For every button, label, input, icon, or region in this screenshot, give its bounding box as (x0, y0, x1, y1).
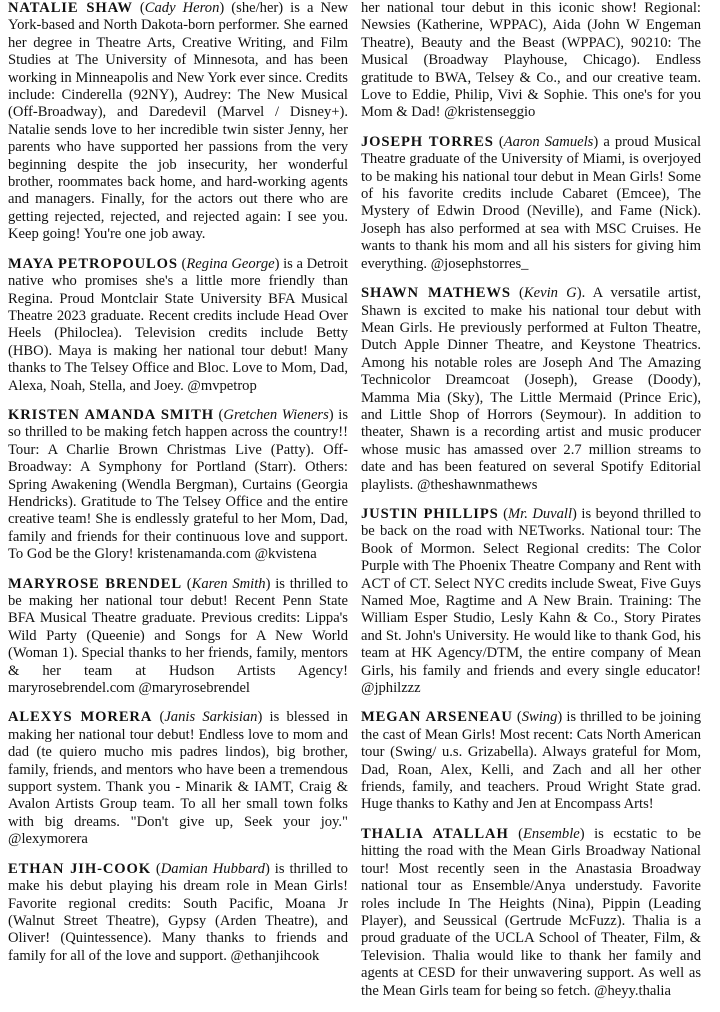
bio-justin-phillips: JUSTIN PHILLIPS (Mr. Duvall) is beyond thrilled to be back on the road with NETworks. National tour: The Book of Mormon. Select Regional credits: The Color Purple with The Phoenix Theatre Company and Rent with ACT of CT. Select NYC credits include Sweat, Five Guys Named Moe, Ragtime and A New Brain. Training: The William Esper Studio, Lesly Kahn & Co., Story Pirates and St. John's University. He would like to thank God, his team at HK Agency/DTM, the entire company of Mean Girls, his family and friends and every single educator! @jphilzzz (361, 505, 701, 697)
bio-role: Ensemble (523, 825, 580, 842)
bio-name: SHAWN MATHEWS (361, 285, 511, 302)
bio-megan-arseneau: MEGAN ARSENEAU (Swing) is thrilled to be joining the cast of Mean Girls! Most recent: Cats North American tour (Swing/ u.s. Grizabella). Always grateful for Mom, Dad, Roan, Alex, Kelli, and Zach and all her other friends, family, and teachers. Proud Wright State grad. Huge thanks to Kathy and Jen at Encompass Arts! (361, 709, 701, 813)
bio-name: THALIA ATALLAH (361, 825, 509, 842)
bio-role: Aaron Samuels (503, 133, 594, 150)
bio-text: is thrilled to be joining the cast of Mean Girls! Most recent: Cats North American tour (Swing/ u.s. Grizabella). Always grateful for Mom, Dad, Roan, Alex, Kelli, and Zach and all her other friends, family, and teachers. Proud Wright State grad. Huge thanks to Kathy and Jen at Encompass Arts! (361, 709, 701, 813)
bio-text: is so thrilled to be making fetch happen across the country!! Tour: A Charlie Brown Christmas Live (Patty). Off-Broadway: A Symphony for Portland (Starr). Others: Spring Awakening (Wendla Bergman), Curtains (Georgia Hendricks). Gratitude to The Telsey Office and the entire creative team! She is endlessly grateful to her Mom, Dad, family and friends for their continuous love and support. To God be the Glory! kristenamanda.com @kvistena (8, 406, 348, 563)
bio-name: ETHAN JIH-COOK (8, 860, 151, 877)
bio-name: JUSTIN PHILLIPS (361, 505, 499, 522)
bio-ethan-jih-cook: ETHAN JIH-COOK (Damian Hubbard) is thrilled to make his debut playing his dream role in Mean Girls! Favorite regional credits: South Pacific, Moana Jr (Walnut Street Theatre), Gypsy (Arden Theatre), and Oliver! (Quintessence). Many thanks to friends and family for all of the love and support. @ethanjihcook (8, 860, 348, 964)
bio-text: is thrilled to make his debut playing his dream role in Mean Girls! Favorite regional credits: South Pacific, Moana Jr (Walnut Street Theatre), Gypsy (Arden Theatre), and Oliver! (Quintessence). Many thanks to friends and family for all of the love and support. @ethanjihcook (8, 860, 348, 964)
bio-role: Cady Heron (144, 0, 220, 16)
bio-name: ALEXYS MORERA (8, 709, 153, 726)
bio-continued-kristen-seggio (361, 0, 701, 122)
bio-text: is ecstatic to be hitting the road with the Mean Girls Broadway National tour! Most recently seen in the Anastasia Broadway national tour as Ensemble/Anya understudy. Favorite roles include In The Heights (Nina), Pippin (Leading Player), and Seussical (Gertrude McFuzz). Thalia is a proud graduate of the UCLA School of Theater, Film, & Television. Thalia would like to thank her family and agents at CESD for their unwavering support. As well as the Mean Girls team for being so fetch. @heyy.thalia (361, 825, 702, 999)
bio-name: JOSEPH TORRES (361, 133, 494, 150)
bio-text: is blessed in making her national tour debut! Endless love to mom and dad (te quiero mucho mis padres lindos), big brother, family, friends, and mentors who have been a tremendous support system. Thank you - Minarik & IAMT, Craig & Avalon Artists Group team. To all her small town folks with big dreams. "Don't give up, Seek your joy." @lexymorera (8, 709, 348, 848)
bio-natalie-shaw: NATALIE SHAW (Cady Heron) (she/her) is a New York-based and North Dakota-born performer. She earned her degree in Theatre Arts, Creative Writing, and Film Studies at The University of Minnesota, and has been working in Minneapolis and New York ever since. Credits include: Cinderella (92NY), Audrey: The New Musical (Off-Broadway), and Daredevil (Marvel / Disney+). Natalie sends love to her incredible twin sister Jenny, her parents who have supported her passions from the very beginning despite the job insecurity, her wonderful brother, roommates back home, and hard-working agents and managers. Finally, for the actors out there who are getting rejected, rejected, and rejected again: I see you. Keep going! You're one job away. (8, 0, 349, 243)
bio-text: is a Detroit native who promises she's a little more friendly than Regina. Proud Montclair State University BFA Musical Theatre 2023 graduate. Recent credits include Head Over Heels (Philoclea). Television credits include Betty (HBO). Maya is making her national tour debut! Many thanks to The Telsey Office and Bloc. Love to Mom, Dad, Alexa, Noah, Stella, and Joey. @mvpetrop (8, 255, 348, 394)
bio-name: MARYROSE BRENDEL (8, 575, 182, 592)
bio-thalia-atallah: THALIA ATALLAH (Ensemble) is ecstatic to be hitting the road with the Mean Girls Broadway National tour! Most recently seen in the Anastasia Broadway national tour as Ensemble/Anya understudy. Favorite roles include In The Heights (Nina), Pippin (Leading Player), and Seussical (Gertrude McFuzz). Thalia is a proud graduate of the UCLA School of Theater, Film, & Television. Thalia would like to thank her family and agents at CESD for their unwavering support. As well as the Mean Girls team for being so fetch. @heyy.thalia (361, 825, 702, 999)
bio-role: Karen Smith (191, 575, 266, 592)
bio-name: KRISTEN AMANDA SMITH (8, 406, 214, 423)
bio-maryrose-brendel: MARYROSE BRENDEL (Karen Smith) is thrilled to be making her national tour debut! Recent Penn State BFA Musical Theatre graduate. Previous credits: Lippa's Wild Party (Queenie) and Songs for A New World (Woman 1). Special thanks to her friends, family, mentors & her team at Hudson Artists Agency! maryrosebrendel.com @maryrosebrendel (8, 575, 348, 697)
bio-text: her national tour debut in this iconic show! Regional: Newsies (Katherine, WPPAC), Aida (John W Engeman Theatre), Beauty and the Beast (WPPAC), 90210: The Musical (Broadway Playhouse, Chicago). Endless gratitude to BWA, Telsey & Co., and our creative team. Love to Eddie, Philip, Vivi & Sophie. This one's for you Mom & Dad! @kristenseggio (361, 0, 701, 121)
bio-text: is thrilled to be making her national tour debut! Recent Penn State BFA Musical Theatre graduate. Previous credits: Lippa's Wild Party (Queenie) and Songs for A New World (Woman 1). Special thanks to her friends, family, mentors & her team at Hudson Artists Agency! maryrosebrendel.com @maryrosebrendel (8, 575, 348, 697)
bio-role: Regina George (186, 255, 275, 272)
bio-role: Kevin G (523, 285, 577, 302)
bio-text: is beyond thrilled to be back on the road with NETworks. National tour: The Book of Mormon. Select Regional credits: The Color Purple with The Phoenix Theatre Company and Rent with ACT of CT. Select NYC credits include Sweat, Five Guys Named Moe, Ragtime and A New Brain. Training: The William Esper Studio, Lesly Kahn & Co., Story Pirates and St. John's University. He would like to thank God, his team at HK Agency/DTM, the entire company of Mean Girls, his family and friends and every single educator! @jphilzzz (361, 505, 701, 697)
bio-name: NATALIE SHAW (8, 0, 133, 16)
bio-joseph-torres: JOSEPH TORRES (Aaron Samuels) a proud Musical Theatre graduate of the University of Miami, is overjoyed to be making his national tour debut in Mean Girls! Some of his favorite credits include Cabaret (Emcee), The Mystery of Edwin Drood (Neville), and Fame (Nick). Joseph has also performed at sea with MSC Cruises. He wants to thank his mom and all his sisters for giving him everything. @josephstorres_ (361, 133, 702, 272)
bio-text: a proud Musical Theatre graduate of the University of Miami, is overjoyed to be making his national tour debut in Mean Girls! Some of his favorite credits include Cabaret (Emcee), The Mystery of Edwin Drood (Neville), and Fame (Nick). Joseph has also performed at sea with MSC Cruises. He wants to thank his mom and all his sisters for giving him everything. @josephstorres_ (361, 133, 702, 272)
bio-text: (she/her) is a New York-based and North Dakota-born performer. She earned her degree in Theatre Arts, Creative Writing, and Film Studies at The University of Minnesota, and has been working in Minneapolis and New York ever since. Credits include: Cinderella (92NY), Audrey: The New Musical (Off-Broadway), and Daredevil (Marvel / Disney+). Natalie sends love to her incredible twin sister Jenny, her parents who have supported her passions from the very beginning despite the job insecurity, her wonderful brother, roommates back home, and hard-working agents and managers. Finally, for the actors out there who are getting rejected, rejected, and rejected again: I see you. Keep going! You're one job away. (8, 0, 349, 243)
bio-role: Janis Sarkisian (164, 709, 258, 726)
bio-role: Mr. Duvall (507, 505, 573, 522)
bio-name: MEGAN ARSENEAU (361, 709, 513, 726)
bio-text: . A versatile artist, Shawn is excited to make his national tour debut with Mean Girls. He previously performed at Fulton Theatre, Dutch Apple Dinner Theatre, and Keystone Theatrics. Among his notable roles are Joseph And The Amazing Technicolor Dreamcoat (Joseph), Grease (Doody), Mamma Mia (Sky), The Little Mermaid (Prince Eric), and Little Shop of Horrors (Seymour). In addition to theater, Shawn is a recording artist and music producer whose music has amassed over 2.7 million streams to date and has been featured on several Spotify Editorial playlists. @theshawnmathews (361, 285, 701, 493)
bio-shawn-mathews: SHAWN MATHEWS (Kevin G). A versatile artist, Shawn is excited to make his national tour debut with Mean Girls. He previously performed at Fulton Theatre, Dutch Apple Dinner Theatre, and Keystone Theatrics. Among his notable roles are Joseph And The Amazing Technicolor Dreamcoat (Joseph), Grease (Doody), Mamma Mia (Sky), The Little Mermaid (Prince Eric), and Little Shop of Horrors (Seymour). In addition to theater, Shawn is a recording artist and music producer whose music has amassed over 2.7 million streams to date and has been featured on several Spotify Editorial playlists. @theshawnmathews (361, 285, 701, 493)
left-column (8, 0, 348, 977)
bio-role: Gretchen Wieners (223, 406, 329, 423)
bio-role: Swing (521, 709, 558, 726)
right-column (361, 0, 701, 1012)
bio-alexys-morera: ALEXYS MORERA (Janis Sarkisian) is blessed in making her national tour debut! Endless love to mom and dad (te quiero mucho mis padres lindos), big brother, family, friends, and mentors who have been a tremendous support system. Thank you - Minarik & IAMT, Craig & Avalon Artists Group team. To all her small town folks with big dreams. "Don't give up, Seek your joy." @lexymorera (8, 709, 348, 848)
bio-name: MAYA PETROPOULOS (8, 255, 178, 272)
bio-maya-petropoulos: MAYA PETROPOULOS (Regina George) is a Detroit native who promises she's a little more friendly than Regina. Proud Montclair State University BFA Musical Theatre 2023 graduate. Recent credits include Head Over Heels (Philoclea). Television credits include Betty (HBO). Maya is making her national tour debut! Many thanks to The Telsey Office and Bloc. Love to Mom, Dad, Alexa, Noah, Stella, and Joey. @mvpetrop (8, 255, 348, 394)
bio-kristen-amanda-smith: KRISTEN AMANDA SMITH (Gretchen Wieners) is so thrilled to be making fetch happen across the country!! Tour: A Charlie Brown Christmas Live (Patty). Off-Broadway: A Symphony for Portland (Starr). Others: Spring Awakening (Wendla Bergman), Curtains (Georgia Hendricks). Gratitude to The Telsey Office and the entire creative team! She is endlessly grateful to her Mom, Dad, family and friends for their continuous love and support. To God be the Glory! kristenamanda.com @kvistena (8, 406, 348, 563)
bio-role: Damian Hubbard (160, 860, 265, 877)
